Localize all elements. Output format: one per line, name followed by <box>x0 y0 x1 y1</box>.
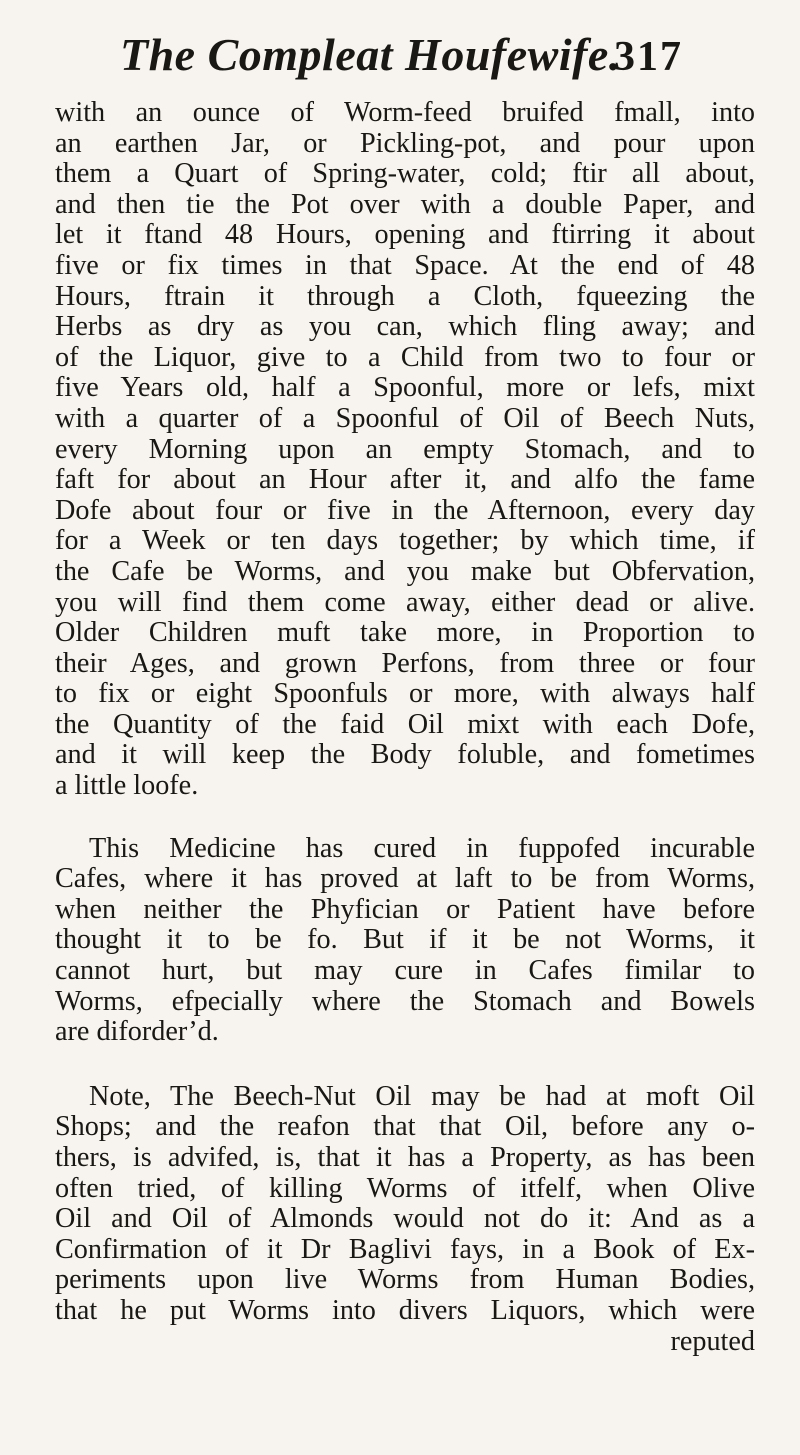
text-line: their Ages, and grown Perfons, from three or four <box>55 647 755 679</box>
paragraph-spacer <box>55 1048 755 1082</box>
text-line: are diforder’d. <box>55 1016 219 1048</box>
paragraph-2 <box>55 834 755 1048</box>
paragraph-3-note <box>55 1082 755 1327</box>
text-line: five Years old, half a Spoonful, more or lefs, mixt <box>55 372 755 404</box>
text-line: thers, is advifed, is, that it has a Property, as has been <box>55 1142 755 1173</box>
text-line: them a Quart of Spring-water, cold; ftir all about, <box>55 158 755 190</box>
text-line: and then tie the Pot over with a double Paper, and <box>55 188 755 220</box>
text-line: a little loofe. <box>55 770 199 802</box>
text-line: of the Liquor, give to a Child from two to four or <box>55 341 755 373</box>
running-title: The Compleat Houfewife. <box>120 29 621 80</box>
text-line: faft for about an Hour after it, and alfo the fame <box>55 464 755 496</box>
text-line: let it ftand 48 Hours, opening and ftirring it about <box>55 219 755 251</box>
text-line: Herbs as dry as you can, which fling away; and <box>55 311 755 343</box>
text-line: periments upon live Worms from Human Bodies, <box>55 1264 755 1296</box>
text-line: with an ounce of Worm-feed bruifed fmall, into <box>55 97 755 128</box>
text-line: Note, The Beech-Nut Oil may be had at moft Oil <box>89 1080 755 1112</box>
text-line: often tried, of killing Worms of itfelf, when Olive <box>55 1172 755 1204</box>
text-line: and it will keep the Body foluble, and fometimes <box>55 739 755 771</box>
text-line: an earthen Jar, or Pickling-pot, and pour upon <box>55 127 755 159</box>
text-line: the Cafe be Worms, and you make but Obfervation, <box>55 555 755 587</box>
body-text <box>55 98 755 1357</box>
text-line: Confirmation of it Dr Baglivi fays, in a Book of Ex- <box>55 1233 755 1265</box>
text-line: Dofe about four or five in the Afternoon, every day <box>55 494 755 526</box>
text-line: the Quantity of the faid Oil mixt with each Dofe, <box>55 708 755 740</box>
text-line: cannot hurt, but may cure in Cafes fimilar to <box>55 955 755 987</box>
text-line: Shops; and the reafon that that Oil, before any o- <box>55 1111 755 1143</box>
page-number: 317 <box>614 34 683 80</box>
running-head <box>0 29 800 102</box>
text-line: This Medicine has cured in fuppofed incurable <box>89 832 755 864</box>
text-line: Oil and Oil of Almonds would not do it: And as a <box>55 1203 755 1235</box>
text-line: Hours, ftrain it through a Cloth, fqueezing the <box>55 280 755 312</box>
text-line: to fix or eight Spoonfuls or more, with always half <box>55 678 755 710</box>
paragraph-1 <box>55 98 755 802</box>
text-line: Worms, efpecially where the Stomach and Bowels <box>55 985 755 1017</box>
paragraph-spacer <box>55 802 755 834</box>
text-line: with a quarter of a Spoonful of Oil of Beech Nuts, <box>55 402 755 434</box>
text-line: that he put Worms into divers Liquors, which were <box>55 1294 755 1326</box>
text-line: you will find them come away, either dead or alive. <box>55 586 755 618</box>
text-line: five or fix times in that Space. At the end of 48 <box>55 249 755 281</box>
text-line: when neither the Phyfician or Patient have before <box>55 893 755 925</box>
text-line: Older Children muft take more, in Proportion to <box>55 617 755 649</box>
text-line: thought it to be fo. But if it be not Worms, it <box>55 924 755 956</box>
text-line: Cafes, where it has proved at laft to be from Worms, <box>55 863 755 895</box>
catchword: reputed <box>670 1325 755 1357</box>
text-line: every Morning upon an empty Stomach, and to <box>55 433 755 465</box>
text-line: for a Week or ten days together; by which time, if <box>55 525 755 557</box>
